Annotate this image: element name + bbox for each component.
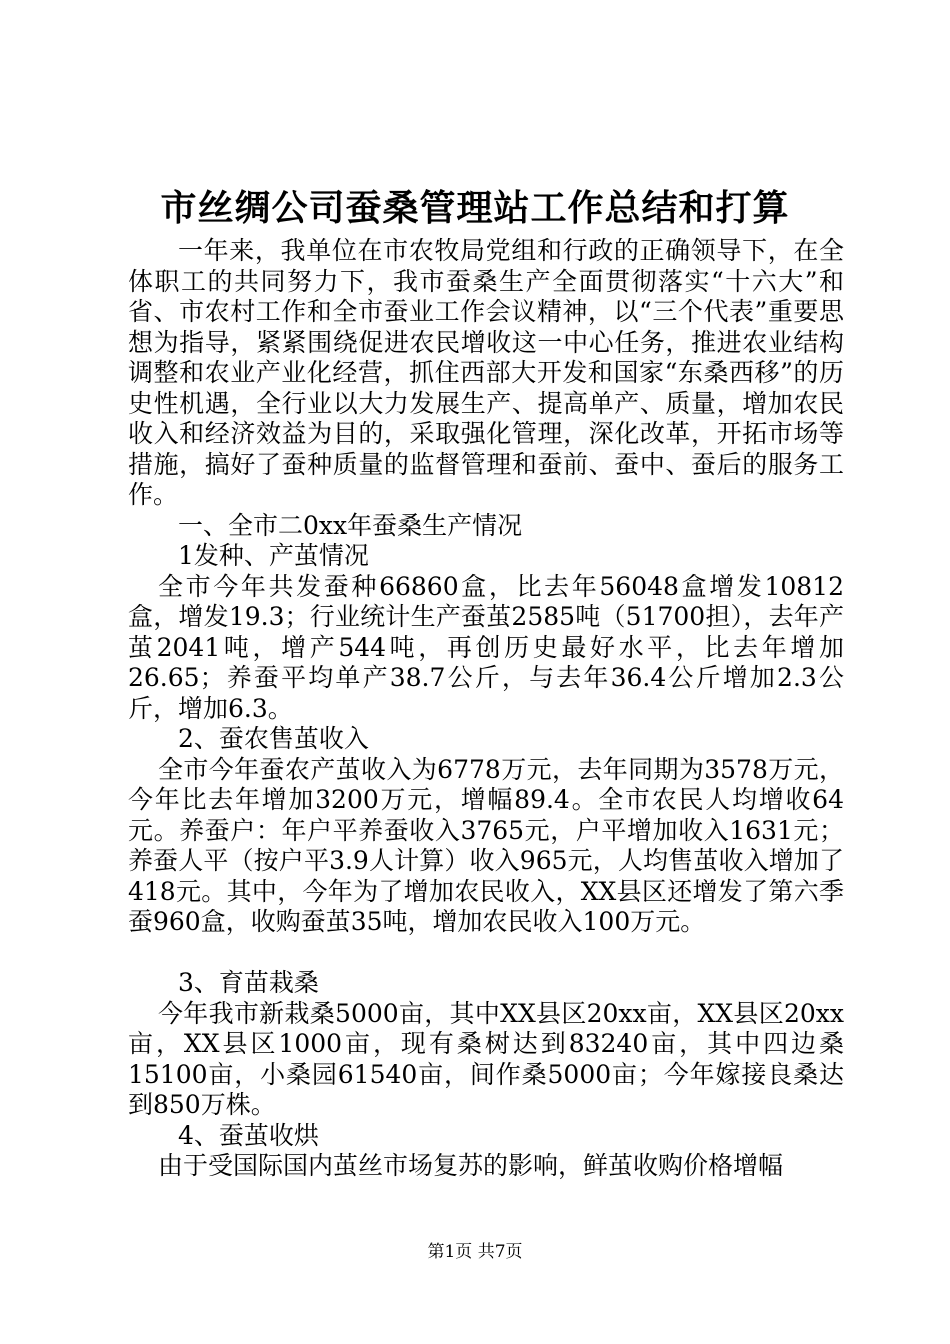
paragraph-gap	[128, 938, 844, 969]
subsection-heading-4: 4、蚕茧收烘	[178, 1120, 319, 1150]
subsection-body-1: 全市今年共发蚕种66860盒，比去年56048盒增发10812盒，增发19.3；行业统计生产蚕茧2585吨（51700担），去年产茧2041吨，增产544吨，再创历史最好水平，比去年增加26.65；养蚕平均单产38.7公斤，与去年36.4公斤增加2.3公斤，增加6.3。	[128, 571, 844, 723]
subsection-body-3: 今年我市新栽桑5000亩，其中XX县区20xx亩，XX县区20xx亩，XX县区1000亩，现有桑树达到83240亩，其中四边桑15100亩，小桑园61540亩，间作桑5000亩；今年嫁接良桑达到850万株。	[128, 998, 844, 1119]
subsection-heading-1: 1发种、产茧情况	[178, 541, 369, 570]
intro-paragraph: 一年来，我单位在市农牧局党组和行政的正确领导下，在全体职工的共同努力下，我市蚕桑生产全面贯彻落实“十六大”和省、市农村工作和全市蚕业工作会议精神，以“三个代表”重要思想为指导，紧紧围绕促进农民增收这一中心任务，推进农业结构调整和农业产业化经营，抓住西部大开发和国家“东桑西移”的历史性机遇，全行业以大力发展生产、提高单产、质量，增加农民收入和经济效益为目的，采取强化管理，深化改革，开拓市场等措施，搞好了蚕种质量的监督管理和蚕前、蚕中、蚕后的服务工作。	[128, 236, 844, 509]
subsection-heading-3: 3、育苗栽桑	[178, 968, 319, 997]
subsection-body-4: 由于受国际国内茧丝市场复苏的影响，鲜茧收购价格增幅	[158, 1151, 784, 1180]
subsection-heading-2: 2、蚕农售茧收入	[178, 724, 369, 753]
page-number-footer: 第1页 共7页	[427, 1242, 523, 1262]
document-body	[128, 236, 844, 1182]
section-heading-1: 一、全市二0xx年蚕桑生产情况	[178, 510, 523, 540]
subsection-body-2: 全市今年蚕农产茧收入为6778万元，去年同期为3578万元，今年比去年增加3200万元，增幅89.4。全市农民人均增收64元。养蚕户：年户平养蚕收入3765元，户平增加收入1631元；养蚕人平（按户平3.9人计算）收入965元，人均售茧收入增加了418元。其中，今年为了增加农民收入，XX县区还增发了第六季蚕960盒，收购蚕茧35吨，增加农民收入100万元。	[128, 754, 844, 936]
document-title: 市丝绸公司蚕桑管理站工作总结和打算	[160, 187, 790, 229]
